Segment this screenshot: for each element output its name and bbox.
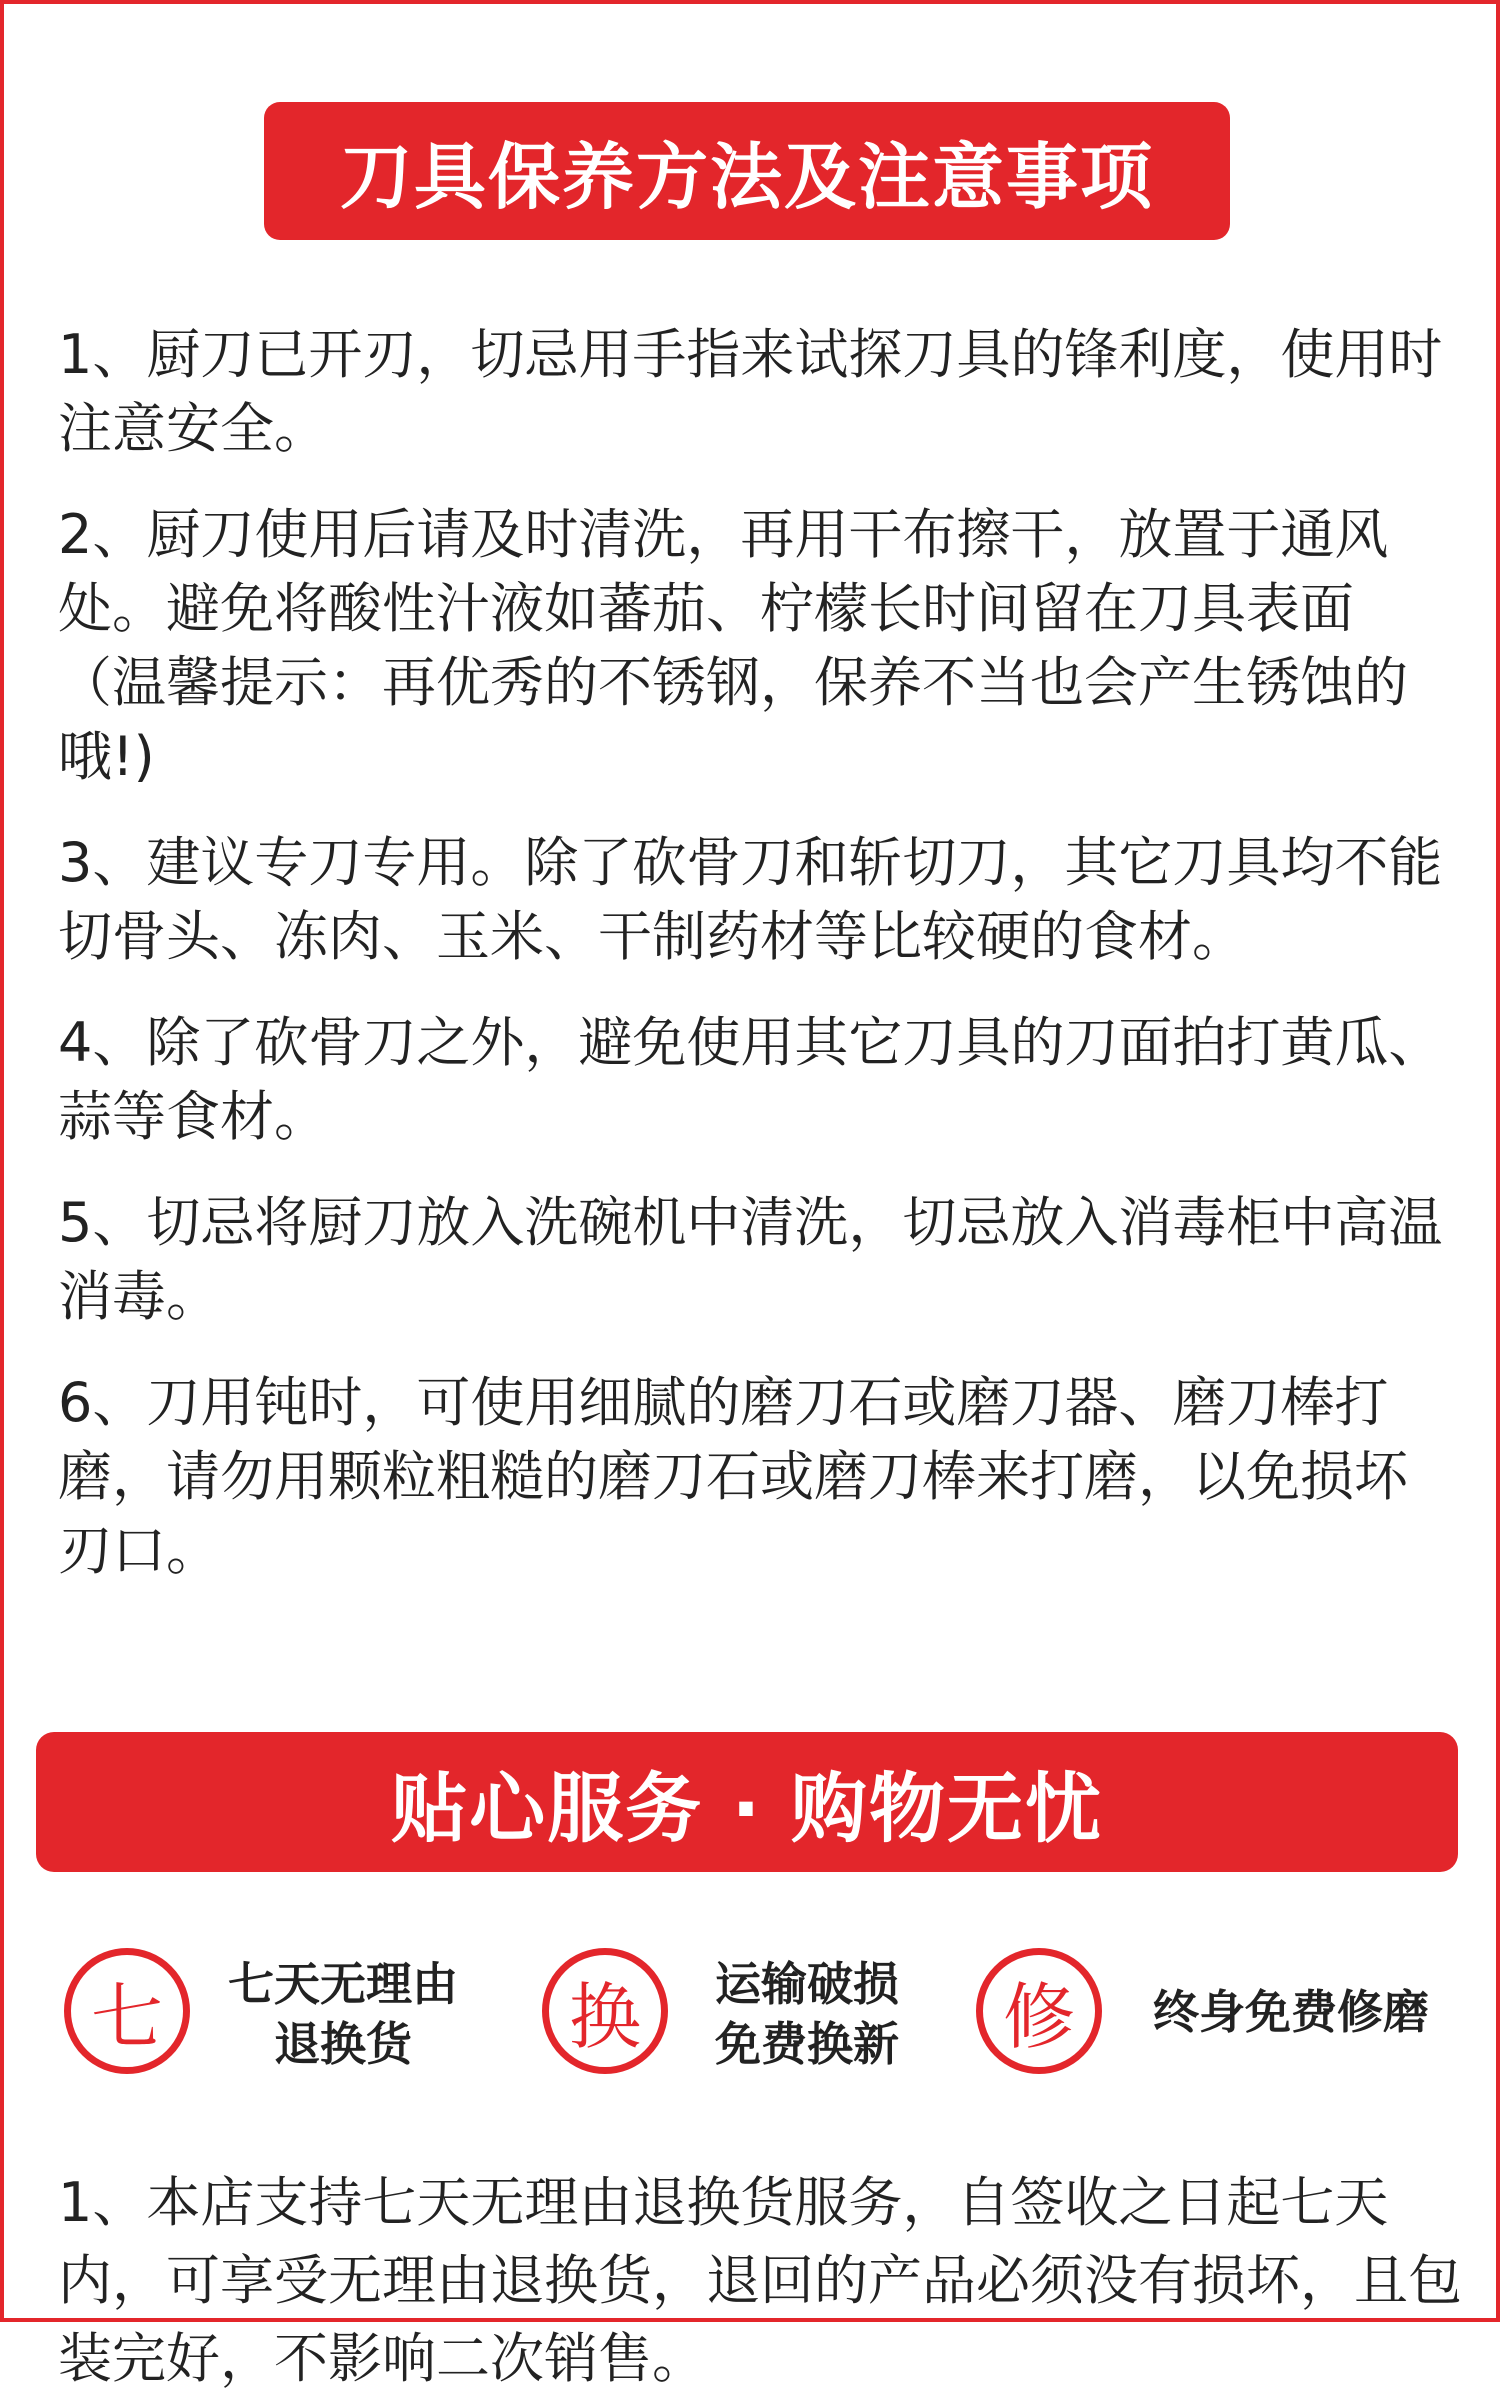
care-tips-list xyxy=(58,318,1448,1620)
exchange-icon: 换 xyxy=(542,1948,668,2074)
tip-index: 1、 xyxy=(58,323,147,386)
tip-text: 刀用钝时，可使用细腻的磨刀石或磨刀器、磨刀棒打磨，请勿用颗粒粗糙的磨刀石或磨刀棒来打磨，以免损坏刃口。 xyxy=(58,1371,1408,1582)
care-title-banner xyxy=(264,102,1230,240)
service-title: 贴心服务 · 购物无忧 xyxy=(391,1763,1103,1853)
seven-day-icon: 七 xyxy=(64,1948,190,2074)
care-tip-3 xyxy=(58,826,1448,974)
service-badge-seven-day-return xyxy=(60,1940,480,2090)
care-tip-6 xyxy=(58,1366,1448,1588)
repair-icon: 修 xyxy=(976,1948,1102,2074)
tip-text: 厨刀使用后请及时清洗，再用干布擦干，放置于通风处。避免将酸性汁液如蕃茄、柠檬长时间留在刀具表面（温馨提示：再优秀的不锈钢，保养不当也会产生锈蚀的哦!) xyxy=(58,503,1408,788)
care-tip-5 xyxy=(58,1186,1448,1334)
tip-index: 5、 xyxy=(58,1191,147,1254)
tip-text: 除了砍骨刀之外，避免使用其它刀具的刀面拍打黄瓜、蒜等食材。 xyxy=(58,1011,1443,1148)
tip-text: 厨刀已开刃，切忌用手指来试探刀具的锋利度，使用时注意安全。 xyxy=(58,323,1443,460)
return-policy-paragraph: 1、本店支持七天无理由退换货服务，自签收之日起七天内，可享受无理由退换货，退回的产品必须没有损坏，且包装完好，不影响二次销售。 xyxy=(58,2171,1462,2390)
service-label-line2: 免费换新 xyxy=(715,2017,899,2071)
tip-index: 4、 xyxy=(58,1011,147,1074)
service-label-line1: 运输破损 xyxy=(715,1957,899,2011)
tip-index: 2、 xyxy=(58,503,147,566)
care-tip-1 xyxy=(58,318,1448,466)
service-label-line1: 七天无理由 xyxy=(228,1957,458,2011)
care-tip-4 xyxy=(58,1006,1448,1154)
tip-text: 建议专刀专用。除了砍骨刀和斩切刀，其它刀具均不能切骨头、冻肉、玉米、干制药材等比较硬的食材。 xyxy=(58,831,1443,968)
service-badges xyxy=(60,1940,1450,2090)
service-badge-label xyxy=(1126,1982,1456,2042)
service-title-banner xyxy=(36,1732,1458,1872)
care-tip-2 xyxy=(58,498,1448,794)
care-title: 刀具保养方法及注意事项 xyxy=(339,135,1154,219)
tip-text: 切忌将厨刀放入洗碗机中清洗，切忌放入消毒柜中高温消毒。 xyxy=(58,1191,1443,1328)
service-badge-damage-replace xyxy=(538,1940,978,2090)
service-badge-label xyxy=(692,1954,922,2074)
tip-index: 3、 xyxy=(58,831,147,894)
service-badge-lifetime-sharpening xyxy=(972,1940,1472,2090)
service-label-line1: 终身免费修磨 xyxy=(1153,1985,1429,2039)
tip-index: 6、 xyxy=(58,1371,147,1434)
service-badge-label xyxy=(214,1954,472,2074)
service-label-line2: 退换货 xyxy=(274,2017,412,2071)
